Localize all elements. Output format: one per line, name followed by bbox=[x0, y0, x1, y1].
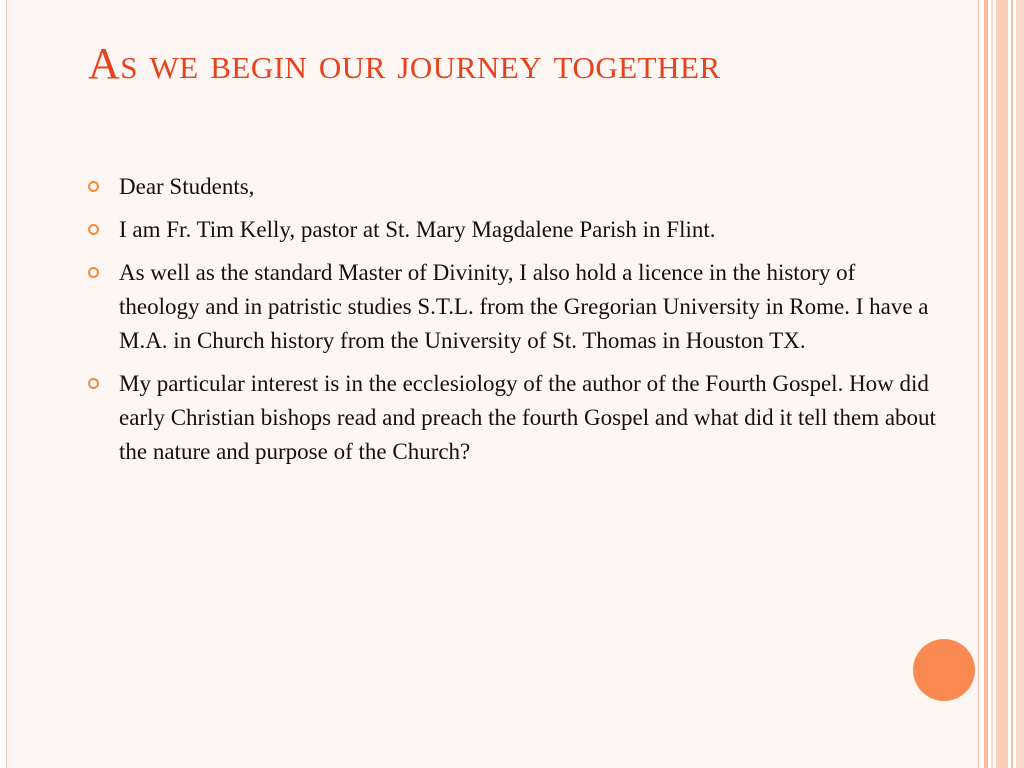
decorative-stripe bbox=[1016, 0, 1024, 768]
decorative-stripe bbox=[991, 0, 993, 768]
slide-title: As we begin our journey together bbox=[88, 39, 721, 88]
bullet-text: Dear Students, bbox=[119, 174, 255, 199]
bullet-icon bbox=[88, 224, 99, 235]
bullet-list bbox=[88, 170, 938, 478]
bullet-item bbox=[88, 213, 938, 247]
bullet-text: I am Fr. Tim Kelly, pastor at St. Mary Magdalene Parish in Flint. bbox=[119, 217, 716, 242]
decorative-stripe bbox=[996, 0, 1008, 768]
decorative-circle bbox=[913, 639, 975, 701]
bullet-icon bbox=[88, 181, 99, 192]
bullet-item bbox=[88, 170, 938, 204]
bullet-text: My particular interest is in the ecclesiology of the author of the Fourth Gospel. How did early Christian bishops read and preach the fourth Gospel and what did it tell them about the nature and purpose of the Church? bbox=[119, 371, 936, 464]
bullet-item bbox=[88, 367, 938, 469]
bullet-text: As well as the standard Master of Divinity, I also hold a licence in the history of theology and in patristic studies S.T.L. from the Gregorian University in Rome. I have a M.A. in Church history from the University of St. Thomas in Houston TX. bbox=[119, 260, 929, 353]
bullet-icon bbox=[88, 267, 99, 278]
bullet-item bbox=[88, 256, 938, 358]
decorative-stripe bbox=[984, 0, 988, 768]
decorative-stripe bbox=[1011, 0, 1013, 768]
bullet-icon bbox=[88, 378, 99, 389]
